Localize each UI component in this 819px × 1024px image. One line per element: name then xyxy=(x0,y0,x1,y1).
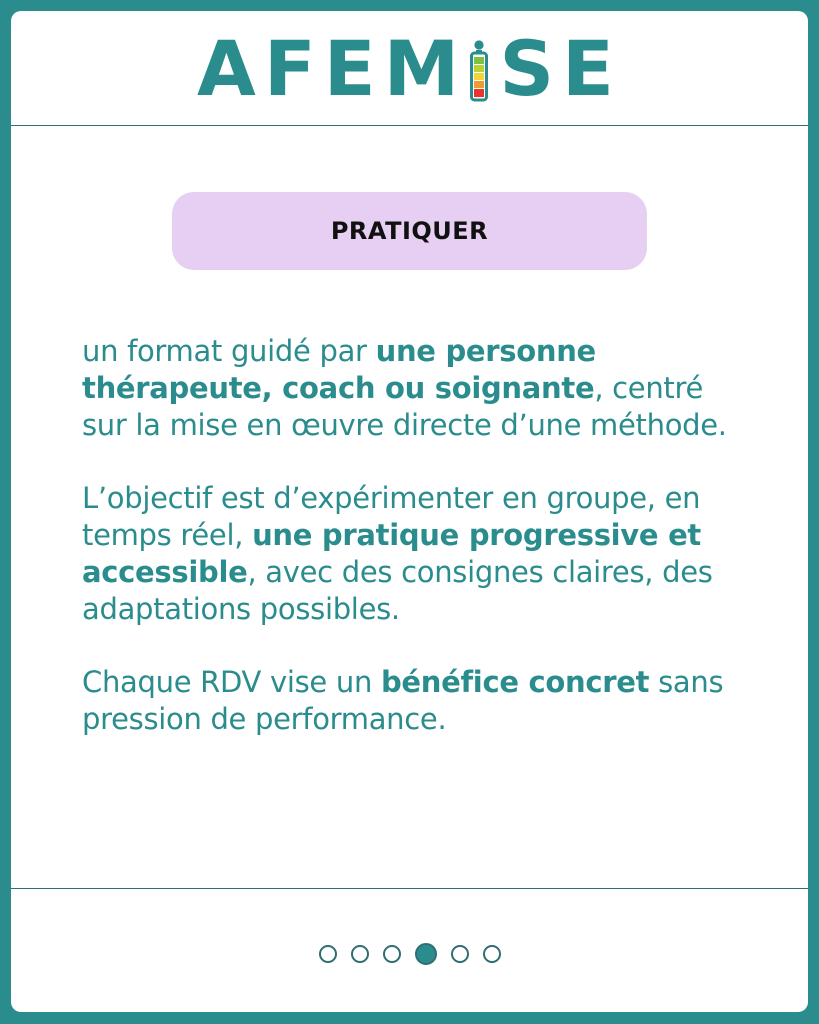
pagination-dot-active[interactable] xyxy=(415,943,437,965)
logo-text-end: SE xyxy=(499,24,622,113)
logo-text-start: AFEM xyxy=(197,24,468,113)
pagination-dot[interactable] xyxy=(451,945,469,963)
text-segment: L’objectif est d’expérimenter en groupe, en temps réel, xyxy=(82,481,701,552)
text-segment-bold: une personne thérapeute, coach ou soignante xyxy=(82,334,596,405)
paragraph-1 xyxy=(82,333,732,444)
section-label-pill xyxy=(172,192,647,270)
header xyxy=(11,11,808,126)
text-segment: Chaque RDV vise un xyxy=(82,665,381,699)
text-segment: , avec des consignes claires, des adaptations possibles. xyxy=(82,555,713,626)
paragraph-2 xyxy=(82,480,732,628)
carousel-card xyxy=(11,11,808,1012)
text-segment: un format guidé par xyxy=(82,334,376,368)
pagination-dot[interactable] xyxy=(351,945,369,963)
battery-i-icon xyxy=(469,40,489,102)
text-segment: sans pression de performance. xyxy=(82,665,724,736)
text-segment-bold: une pratique progressive et accessible xyxy=(82,518,701,589)
brand-logo xyxy=(11,24,808,113)
text-segment-bold: bénéfice concret xyxy=(380,665,650,699)
pagination-dot[interactable] xyxy=(483,945,501,963)
pagination-dot[interactable] xyxy=(319,945,337,963)
footer xyxy=(11,888,808,1012)
pagination-dot[interactable] xyxy=(383,945,401,963)
body-text xyxy=(82,333,732,774)
text-segment: , centré sur la mise en œuvre directe d’une méthode. xyxy=(82,371,727,442)
pagination-dots xyxy=(11,943,808,965)
section-label: PRATIQUER xyxy=(330,217,489,245)
paragraph-3 xyxy=(82,664,732,738)
